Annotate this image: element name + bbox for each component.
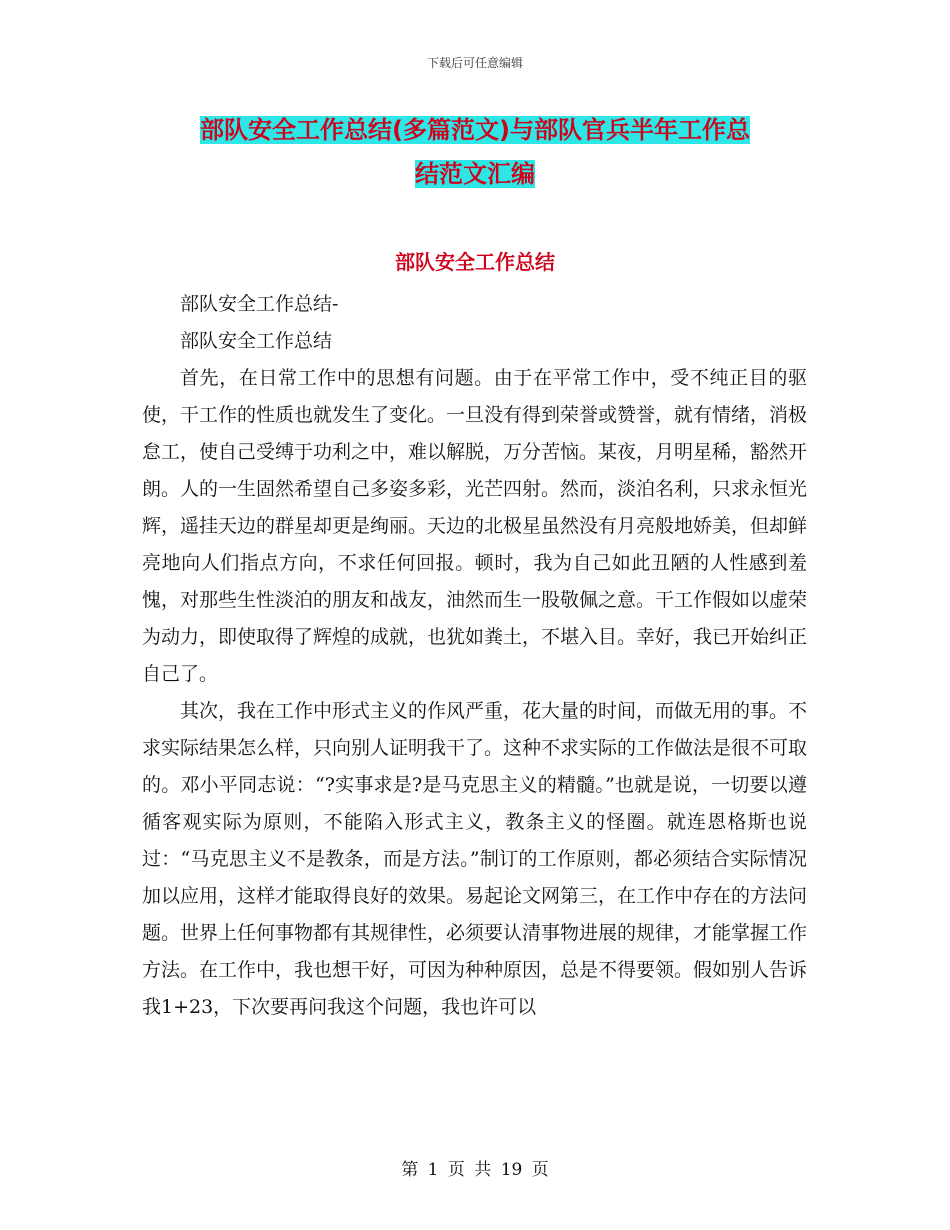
paragraph: 部队安全工作总结- — [180, 293, 339, 315]
page-number-footer: 第 1 页 共 19 页 — [401, 1160, 549, 1180]
paragraph: 首先，在日常工作中的思想有问题。由于在平常工作中，受不纯正目的驱使，干工作的性质也就发生了变化。一旦没有得到荣誉或赞誉，就有情绪，消极怠工，使自己受缚于功利之中，难以解脱，万分苦恼。某夜，月明星稀，豁然开朗。人的一生固然希望自己多姿多彩，光芒四射。然而，淡泊名利，只求永恒光辉，遥挂天边的群星却更是绚丽。天边的北极星虽然没有月亮般地娇美，但却鲜亮地向人们指点方向，不求任何回报。顿时，我为自己如此丑陋的人性感到羞愧，对那些生性淡泊的朋友和战友，油然而生一股敬佩之意。干工作假如以虚荣为动力，即使取得了辉煌的成就，也犹如粪土，不堪入目。幸好，我已开始纠正自己了。 — [142, 367, 808, 685]
document-title-line-2: 结范文汇编 — [415, 160, 535, 188]
section-title: 部队安全工作总结 — [395, 250, 555, 274]
header-note: 下载后可任意编辑 — [426, 56, 523, 70]
paragraph: 其次，我在工作中形式主义的作风严重，花大量的时间，而做无用的事。不求实际结果怎么样，只向别人证明我干了。这种不求实际的工作做法是很不可取的。邓小平同志说：“?实事求是?是马克思主义的精髓。”也就是说，一切要以遵循客观实际为原则，不能陷入形式主义，教条主义的怪圈。就连恩格斯也说过：“马克思主义不是教条，而是方法。”制订的工作原则，都必须结合实际情况加以应用，这样才能取得良好的效果。易起论文网第三，在工作中存在的方法问题。世界上任何事物都有其规律性，必须要认清事物进展的规律，才能掌握工作方法。在工作中，我也想干好，可因为种种原因，总是不得要领。假如别人告诉我1+23，下次要再问我这个问题，我也许可以 — [142, 700, 808, 1018]
document-body — [142, 286, 807, 1026]
document-title — [140, 108, 810, 196]
paragraph: 部队安全工作总结 — [180, 330, 333, 352]
document-title-line-1: 部队安全工作总结(多篇范文)与部队官兵半年工作总 — [200, 116, 750, 144]
